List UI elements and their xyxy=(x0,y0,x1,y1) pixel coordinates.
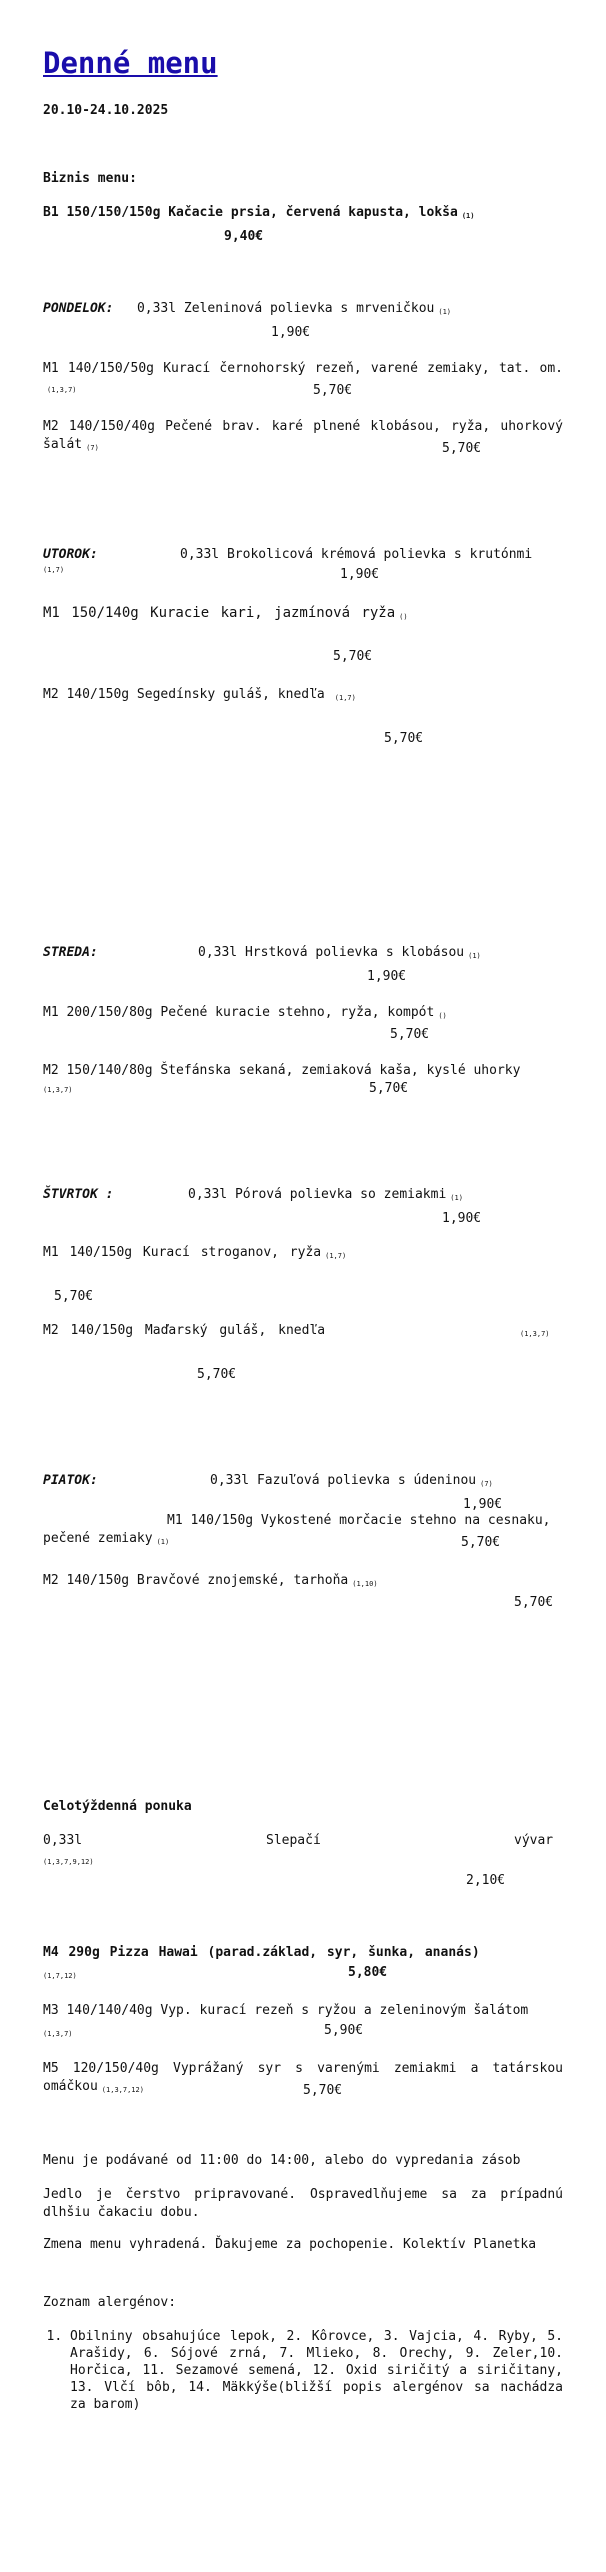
thursday-m2-allergens: (1,3,7) xyxy=(520,1330,550,1338)
thursday-day: ŠTVRTOK : xyxy=(43,1187,114,1202)
wednesday-m2-allergens: (1,3,7) xyxy=(43,1086,73,1094)
wednesday-m2 xyxy=(43,1062,563,1080)
weekly-m3-allergens: (1,3,7) xyxy=(43,2030,73,2038)
friday-m1-price: 5,70€ xyxy=(461,1535,501,1550)
tuesday-m1-text: M1 150/140g Kuracie kari, jazmínová ryža xyxy=(43,605,396,621)
wednesday-soup xyxy=(198,944,481,965)
monday-day: PONDELOK: xyxy=(43,301,114,316)
tuesday-m2-price: 5,70€ xyxy=(384,731,424,746)
tuesday-m1 xyxy=(43,604,408,626)
friday-m1-text: M1 140/150g Vykostené morčacie stehno na cesnaku, pečené zemiaky xyxy=(43,1513,551,1546)
wednesday-m1-price: 5,70€ xyxy=(390,1027,430,1042)
monday-m2 xyxy=(43,418,563,457)
allergen-heading: Zoznam alergénov: xyxy=(43,2295,177,2310)
weekly-m4-allergens: (1,7,12) xyxy=(43,1972,77,1980)
weekly-soup-allergens: (1,3,7,9,12) xyxy=(43,1858,94,1866)
weekly-soup-name: Slepačí xyxy=(266,1833,321,1848)
thursday-m1 xyxy=(43,1244,346,1265)
thursday-soup xyxy=(188,1186,463,1207)
friday-soup-allergens: (7) xyxy=(480,1480,493,1488)
wednesday-m1 xyxy=(43,1004,447,1025)
monday-m1-text: M1 140/150/50g Kurací černohorský rezeň, varené zemiaky, tat. om. xyxy=(43,361,563,376)
allergen-list xyxy=(44,2328,563,2413)
wednesday-m1-text: M1 200/150/80g Pečené kuracie stehno, ryža, kompót xyxy=(43,1005,435,1020)
wednesday-soup-text: 0,33l Hrstková polievka s klobásou xyxy=(198,945,465,960)
friday-m2-allergens: (1,10) xyxy=(352,1580,378,1588)
tuesday-day: UTOROK: xyxy=(43,547,98,562)
friday-soup xyxy=(210,1472,493,1493)
wednesday-m1-allergens: () xyxy=(438,1012,447,1020)
thursday-soup-price: 1,90€ xyxy=(442,1211,482,1226)
weekly-m3-price: 5,90€ xyxy=(324,2023,364,2038)
thursday-m1-price: 5,70€ xyxy=(54,1289,94,1304)
weekly-soup-price: 2,10€ xyxy=(466,1873,506,1888)
fresh-note: Jedlo je čerstvo pripravované. Ospravedlňujeme sa za prípadnú dlhšiu čakaciu dobu. xyxy=(43,2187,563,2220)
date-range: 20.10-24.10.2025 xyxy=(43,103,169,118)
thursday-m1-allergens: (1,7) xyxy=(325,1252,347,1260)
tuesday-soup-allergens: (1,7) xyxy=(43,566,65,574)
weekly-m4: M4 290g Pizza Hawai (parad.základ, syr, šunka, ananás) xyxy=(43,1945,480,1960)
monday-m2-text: M2 140/150/40g Pečené brav. karé plnené klobásou, ryža, uhorkový šalát xyxy=(43,419,563,452)
weekly-m5-allergens: (1,3,7,12) xyxy=(101,2086,144,2094)
thursday-soup-text: 0,33l Pórová polievka so zemiakmi xyxy=(188,1187,447,1202)
wednesday-day: STREDA: xyxy=(43,945,98,960)
wednesday-m2-text: M2 150/140/80g Štefánska sekaná, zemiaková kaša, kyslé uhorky xyxy=(43,1063,521,1078)
thursday-m2-price: 5,70€ xyxy=(197,1367,237,1382)
weekly-soup-word: vývar xyxy=(514,1833,554,1848)
business-price: 9,40€ xyxy=(224,229,264,244)
weekly-m5-text: M5 120/150/40g Vyprážaný syr s varenými zemiakmi a tatárskou omáčkou xyxy=(43,2061,563,2094)
tuesday-m1-allergens: () xyxy=(399,613,408,621)
friday-m2 xyxy=(43,1572,378,1593)
weekly-soup-qty: 0,33l xyxy=(43,1833,83,1848)
tuesday-m2-allergens: (1,7) xyxy=(334,694,356,702)
friday-m2-price: 5,70€ xyxy=(514,1595,554,1610)
allergen-list-item: 1. Obilniny obsahujúce lepok, 2. Kôrovce, 3. Vajcia, 4. Ryby, 5. Arašidy, 6. Sójové zrná, 7. Mlieko, 8. Orechy, 9. Zeler,10. Horčica, 11. Sezamové semená, 12. Oxid siričitý a siričitany, 13. Vlčí bôb, 14. Mäkkýše(bližší popis alergénov sa nachádza za barom) xyxy=(70,2328,563,2413)
tuesday-m2-text: M2 140/150g Segedínsky guláš, knedľa xyxy=(43,687,325,702)
reserved-note: Zmena menu vyhradená. Ďakujeme za pochopenie. Kolektív Planetka xyxy=(43,2237,537,2252)
wednesday-m2-price: 5,70€ xyxy=(369,1081,409,1096)
tuesday-m2 xyxy=(43,686,356,707)
friday-soup-text: 0,33l Fazuľová polievka s údeninou xyxy=(210,1473,477,1488)
business-item-text: B1 150/150/150g Kačacie prsia, červená kapusta, lokša xyxy=(43,205,458,220)
tuesday-soup: 0,33l Brokolicová krémová polievka s krutónmi xyxy=(180,547,533,562)
friday-soup-price: 1,90€ xyxy=(463,1497,503,1512)
monday-soup-allergens: (1) xyxy=(438,308,452,316)
business-allergens: (1) xyxy=(461,212,475,220)
business-item xyxy=(43,204,563,225)
thursday-m2-text: M2 140/150g Maďarský guláš, knedľa xyxy=(43,1323,326,1338)
wednesday-soup-price: 1,90€ xyxy=(367,969,407,984)
weekly-m3: M3 140/140/40g Vyp. kurací rezeň s ryžou a zeleninovým šalátom xyxy=(43,2003,529,2018)
monday-soup-price: 1,90€ xyxy=(271,325,311,340)
friday-m1-allergens: (1) xyxy=(156,1538,170,1546)
monday-m2-allergens: (7) xyxy=(86,444,99,452)
serving-note: Menu je podávané od 11:00 do 14:00, alebo do vypredania zásob xyxy=(43,2153,521,2168)
wednesday-soup-allergens: (1) xyxy=(468,952,481,960)
monday-m1-allergens: (1,3,7) xyxy=(47,386,77,394)
weekly-heading: Celotýždenná ponuka xyxy=(43,1799,192,1814)
monday-m2-price: 5,70€ xyxy=(442,441,482,456)
monday-soup: 0,33l Zeleninová polievka s mrveničkou xyxy=(136,301,435,316)
thursday-m1-text: M1 140/150g Kurací stroganov, ryža xyxy=(43,1245,322,1260)
monday-soup-line xyxy=(43,300,563,321)
tuesday-soup-price: 1,90€ xyxy=(340,567,380,582)
thursday-soup-allergens: (1) xyxy=(450,1194,463,1202)
tuesday-m1-price: 5,70€ xyxy=(333,649,373,664)
friday-day: PIATOK: xyxy=(43,1473,98,1488)
monday-m1 xyxy=(43,360,563,399)
thursday-m2 xyxy=(43,1322,325,1340)
friday-m2-text: M2 140/150g Bravčové znojemské, tarhoňa xyxy=(43,1573,349,1588)
business-heading: Biznis menu: xyxy=(43,171,137,186)
weekly-m5-price: 5,70€ xyxy=(303,2083,343,2098)
page-title[interactable]: Denné menu xyxy=(43,46,218,80)
monday-m1-price: 5,70€ xyxy=(313,383,353,398)
weekly-m4-price: 5,80€ xyxy=(348,1965,388,1980)
